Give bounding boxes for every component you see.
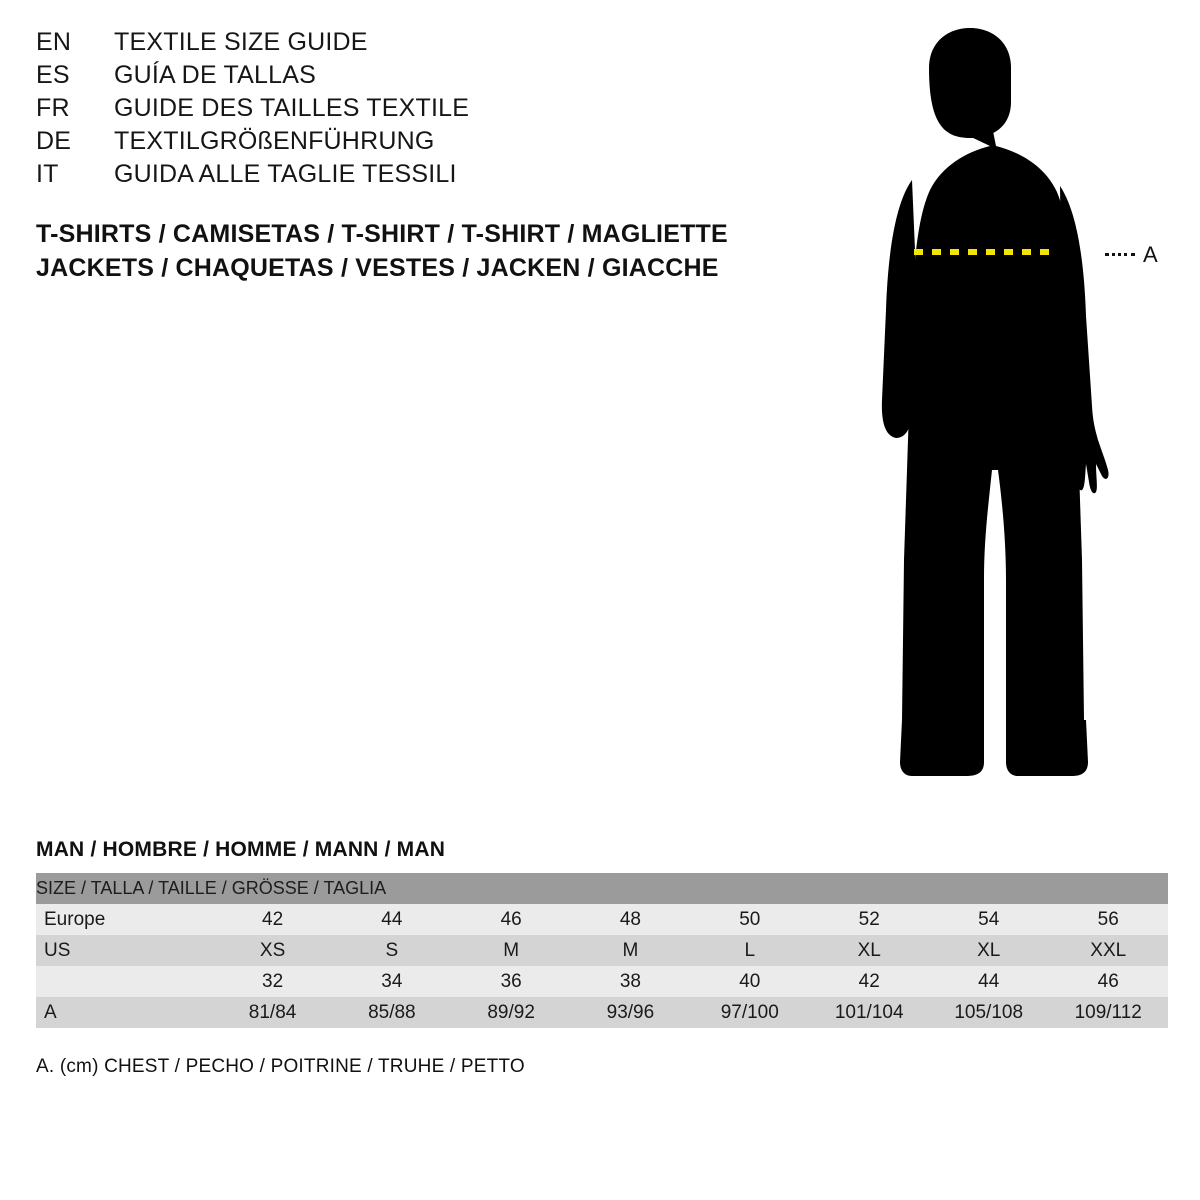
table-cell: 101/104 [809,997,929,1028]
table-cell: M [571,935,690,966]
table-cell: 97/100 [690,997,809,1028]
table-header-label: SIZE / TALLA / TAILLE / GRÖSSE / TAGLIA [36,873,1168,904]
measure-label-a: A [1143,242,1158,267]
table-cell: 34 [332,966,451,997]
table-row [36,966,1168,997]
male-silhouette-icon [820,20,1180,790]
garment-type-tshirts: T-SHIRTS / CAMISETAS / T-SHIRT / T-SHIRT / MAGLIETTE [36,220,728,248]
language-code: ES [36,61,70,89]
size-table [36,873,1168,1028]
language-title: TEXTILGRÖßENFÜHRUNG [114,127,435,155]
table-section-title: MAN / HOMBRE / HOMME / MANN / MAN [36,838,446,861]
table-cell: 40 [690,966,809,997]
table-cell: XL [809,935,929,966]
table-cell: 93/96 [571,997,690,1028]
table-cell: XS [213,935,332,966]
row-label: US [36,935,213,966]
table-cell: 109/112 [1048,997,1168,1028]
table-cell: 44 [929,966,1049,997]
table-row [36,935,1168,966]
table-cell: 54 [929,904,1049,935]
table-cell: 50 [690,904,809,935]
language-row [36,160,736,193]
language-title-list [36,28,736,193]
table-cell: 81/84 [213,997,332,1028]
figure-illustration [820,20,1180,790]
language-row [36,94,736,127]
table-cell: 32 [213,966,332,997]
language-code: IT [36,160,59,188]
row-label: A [36,997,213,1028]
table-header-row [36,873,1168,904]
language-row [36,28,736,61]
table-cell: 42 [809,966,929,997]
table-cell: 36 [452,966,571,997]
language-title: GUIDA ALLE TAGLIE TESSILI [114,160,457,188]
table-cell: 52 [809,904,929,935]
table-cell: 48 [571,904,690,935]
table-cell: S [332,935,451,966]
table-footnote: A. (cm) CHEST / PECHO / POITRINE / TRUHE / PETTO [36,1056,525,1077]
row-label [36,966,213,997]
language-code: DE [36,127,72,155]
table-cell: 46 [1048,966,1168,997]
language-title: GUÍA DE TALLAS [114,61,316,89]
garment-type-jackets: JACKETS / CHAQUETAS / VESTES / JACKEN / GIACCHE [36,254,719,282]
row-label: Europe [36,904,213,935]
language-code: FR [36,94,70,122]
table-cell: 56 [1048,904,1168,935]
size-table-section [36,838,1168,1078]
table-cell: 46 [452,904,571,935]
table-cell: 85/88 [332,997,451,1028]
language-row [36,127,736,160]
language-row [36,61,736,94]
measure-leader-line [1105,253,1135,256]
table-cell: 42 [213,904,332,935]
table-row [36,997,1168,1028]
table-cell: 89/92 [452,997,571,1028]
table-row [36,904,1168,935]
language-code: EN [36,28,72,56]
table-cell: 105/108 [929,997,1049,1028]
table-cell: L [690,935,809,966]
table-cell: 38 [571,966,690,997]
language-title: TEXTILE SIZE GUIDE [114,28,368,56]
language-title: GUIDE DES TAILLES TEXTILE [114,94,470,122]
table-cell: XL [929,935,1049,966]
table-cell: 44 [332,904,451,935]
table-cell: M [452,935,571,966]
garment-type-list [36,220,796,288]
table-cell: XXL [1048,935,1168,966]
